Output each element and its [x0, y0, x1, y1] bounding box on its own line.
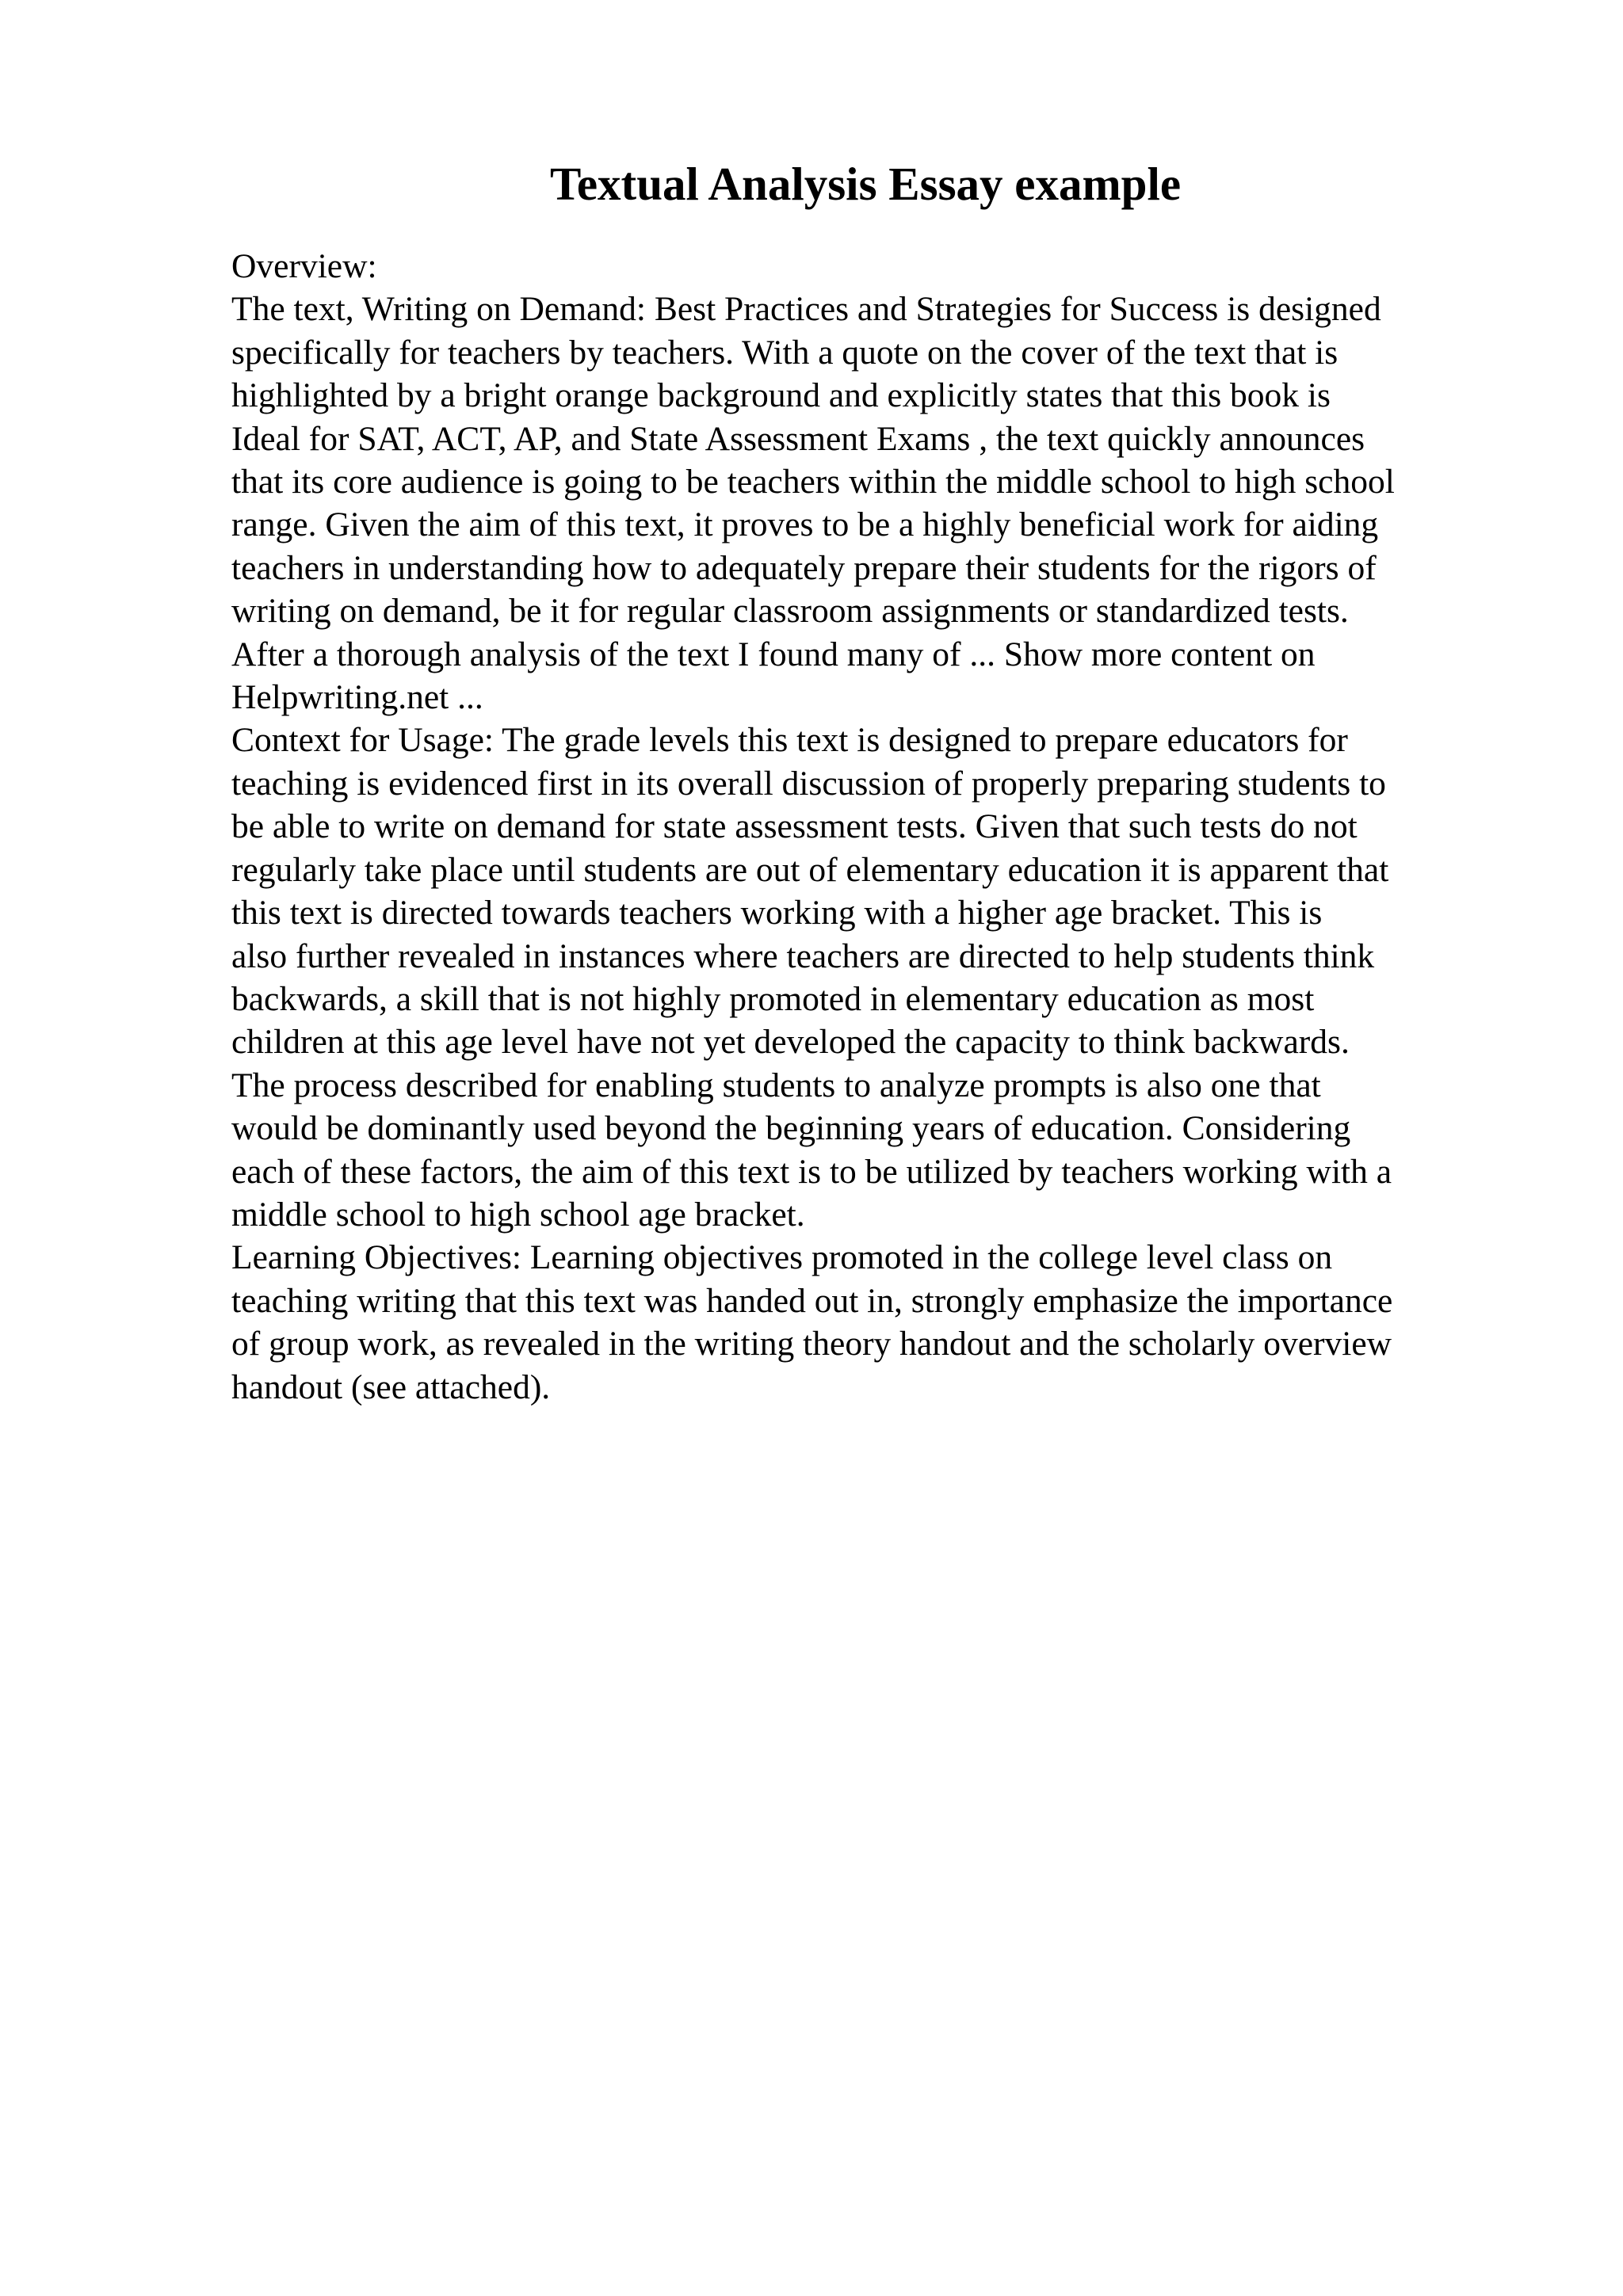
text-line: range. Given the aim of this text, it proves to be a highly beneficial work for aiding: [231, 505, 1379, 544]
text-line: also further revealed in instances where teachers are directed to help students think: [231, 936, 1375, 975]
document-body: [231, 245, 1499, 1409]
text-line: handout (see attached).: [231, 1367, 551, 1406]
text-line: Ideal for SAT, ACT, AP, and State Assessment Exams , the text quickly announces: [231, 419, 1365, 458]
text-line: each of these factors, the aim of this text is to be utilized by teachers working with a: [231, 1152, 1392, 1191]
text-line: The text, Writing on Demand: Best Practices and Strategies for Success is designed: [231, 290, 1381, 329]
text-line: regularly take place until students are out of elementary education it is apparent that: [231, 850, 1389, 889]
text-line: Helpwriting.net ...: [231, 678, 483, 717]
text-line: that its core audience is going to be teachers within the middle school to high school: [231, 463, 1395, 502]
text-line: teaching writing that this text was handed out in, strongly emphasize the importance: [231, 1281, 1393, 1320]
document-title: Textual Analysis Essay example: [549, 158, 1182, 210]
text-line: teaching is evidenced first in its overall discussion of properly preparing students to: [231, 764, 1386, 803]
text-line: be able to write on demand for state assessment tests. Given that such tests do not: [231, 807, 1358, 846]
text-line: highlighted by a bright orange background and explicitly states that this book is: [231, 376, 1331, 415]
text-line: of group work, as revealed in the writing theory handout and the scholarly overview: [231, 1325, 1392, 1363]
text-line: Context for Usage: The grade levels this text is designed to prepare educators for: [231, 721, 1348, 760]
text-line: After a thorough analysis of the text I found many of ... Show more content on: [231, 635, 1316, 673]
text-line: teachers in understanding how to adequately prepare their students for the rigors of: [231, 548, 1377, 587]
text-line: backwards, a skill that is not highly promoted in elementary education as most: [231, 979, 1315, 1018]
text-line: this text is directed towards teachers working with a higher age bracket. This is: [231, 894, 1323, 933]
text-line: would be dominantly used beyond the beginning years of education. Considering: [231, 1109, 1351, 1148]
text-line: Learning Objectives: Learning objectives promoted in the college level class on: [231, 1238, 1333, 1277]
text-line: middle school to high school age bracket.: [231, 1195, 805, 1234]
text-line: specifically for teachers by teachers. With a quote on the cover of the text that is: [231, 333, 1338, 372]
text-line: The process described for enabling students to analyze prompts is also one that: [231, 1066, 1321, 1104]
text-line: writing on demand, be it for regular classroom assignments or standardized tests.: [231, 592, 1349, 631]
text-line: Overview:: [231, 247, 377, 285]
text-line: children at this age level have not yet developed the capacity to think backwards.: [231, 1023, 1350, 1062]
